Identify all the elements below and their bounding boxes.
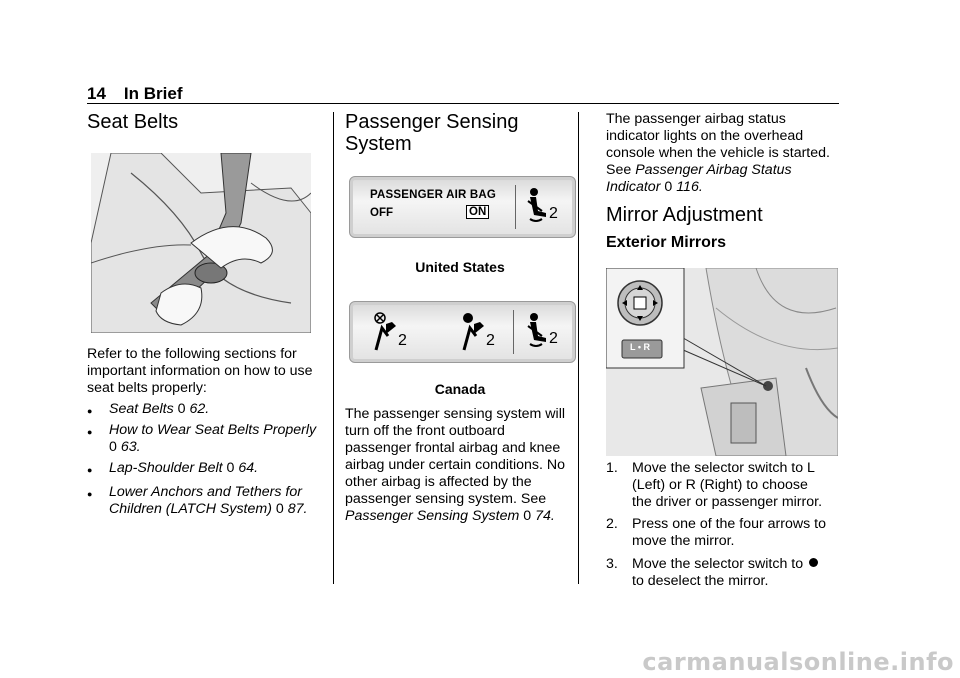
step-number: 2. — [606, 516, 618, 532]
airbag-off-icon — [372, 312, 400, 352]
lap-shoulder-belt-link[interactable]: Lap-Shoulder Belt — [109, 460, 223, 476]
lr-switch-label: L • R — [630, 342, 650, 352]
bullet-dot: ● — [87, 489, 93, 499]
airbag-panel-us — [349, 176, 576, 238]
seat-number: 2 — [486, 332, 495, 349]
passenger-sensing-link[interactable]: Passenger Sensing System — [345, 508, 520, 524]
ref-symbol: 0 — [177, 401, 186, 417]
ref-symbol: 0 — [226, 460, 235, 476]
step-line: (Left) or R (Right) to choose — [632, 477, 808, 493]
ref-page[interactable]: 63. — [120, 439, 141, 455]
mirror-control-illustration — [606, 268, 838, 456]
panel-label: PASSENGER AIR BAG — [370, 189, 497, 201]
seat-occupant-icon — [524, 312, 550, 352]
step-number: 1. — [606, 460, 618, 476]
intro-line: indicator lights on the overhead — [606, 128, 804, 144]
intro-see: See — [606, 162, 632, 178]
seat-belts-heading: Seat Belts — [87, 111, 179, 133]
airbag-on-icon — [460, 312, 488, 352]
airbag-status-link-cont[interactable]: Indicator — [606, 179, 661, 195]
seat-belt-illustration — [91, 153, 311, 333]
heading-line-2: System — [345, 133, 412, 155]
header-rule — [87, 103, 839, 104]
watermark: carmanualsonline.info — [642, 648, 954, 676]
wear-seat-belts-link[interactable]: How to Wear Seat Belts Properly — [109, 422, 317, 438]
list-item — [87, 401, 327, 419]
ref-page[interactable]: 62. — [189, 401, 210, 417]
ref-symbol: 0 — [523, 508, 532, 524]
seat-belts-link[interactable]: Seat Belts — [109, 401, 174, 417]
ref-page[interactable]: 74. — [535, 508, 555, 524]
ref-symbol: 0 — [664, 179, 673, 195]
intro-line: The passenger airbag status — [606, 111, 786, 127]
caption-canada: Canada — [434, 381, 486, 397]
airbag-panel-canada — [349, 301, 576, 363]
latch-link[interactable]: Lower Anchors and Tethers for Children (LATCH System) — [109, 484, 302, 517]
airbag-status-intro — [606, 111, 846, 196]
airbag-status-link[interactable]: Passenger Airbag Status — [635, 162, 792, 178]
caption-us: United States — [415, 259, 505, 275]
mirror-adjustment-heading: Mirror Adjustment — [606, 204, 763, 226]
step-line: Move the selector switch to L — [632, 460, 815, 476]
ref-page[interactable]: 64. — [238, 460, 259, 476]
seat-number: 2 — [398, 332, 407, 349]
section-title: In Brief — [123, 84, 183, 103]
panel-divider — [513, 310, 514, 354]
body-text: The passenger sensing system will turn off the front outboard passenger frontal airbag and knee airbag under certain conditions. No other airbag is affected by the passenger sensing system. See — [345, 406, 566, 507]
panel-divider — [515, 185, 516, 229]
seat-number: 2 — [549, 205, 558, 222]
bullet-dot: ● — [87, 406, 93, 416]
list-item — [606, 460, 846, 514]
bullet-dot: ● — [87, 427, 93, 437]
step-line: Press one of the four arrows to — [632, 516, 826, 532]
step-number: 3. — [606, 556, 618, 572]
seat-belt-drawing — [91, 153, 311, 333]
list-item — [606, 556, 846, 592]
intro-line: console when the vehicle is started. — [606, 145, 830, 161]
ref-page[interactable]: 116. — [676, 179, 703, 195]
list-item — [606, 516, 846, 552]
panel-on: ON — [466, 205, 489, 219]
column-divider-2 — [578, 112, 579, 584]
center-position-icon — [809, 558, 818, 567]
exterior-mirrors-heading: Exterior Mirrors — [606, 234, 727, 251]
heading-line-1: Passenger Sensing — [345, 111, 519, 133]
page-number: 14 — [87, 84, 106, 103]
step-line: move the mirror. — [632, 533, 735, 549]
seat-belts-intro: Refer to the following sections for important information on how to use seat belts properly: — [87, 346, 313, 396]
bullet-dot: ● — [87, 465, 93, 475]
column-divider-1 — [333, 112, 334, 584]
list-item — [87, 484, 327, 520]
seat-occupant-icon — [524, 187, 550, 227]
step-line: Move the selector switch to — [632, 556, 804, 572]
passenger-sensing-heading — [345, 111, 518, 155]
page-header — [87, 84, 200, 104]
step-line: to deselect the mirror. — [632, 573, 769, 589]
panel-off: OFF — [370, 207, 393, 219]
door-panel-drawing — [606, 268, 838, 456]
list-item — [87, 422, 327, 458]
passenger-sensing-body — [345, 406, 575, 525]
ref-symbol: 0 — [109, 439, 117, 455]
step-line: the driver or passenger mirror. — [632, 494, 823, 510]
ref-symbol: 0 — [275, 501, 284, 517]
ref-page[interactable]: 87. — [287, 501, 308, 517]
seat-number: 2 — [549, 330, 558, 347]
list-item — [87, 460, 327, 478]
